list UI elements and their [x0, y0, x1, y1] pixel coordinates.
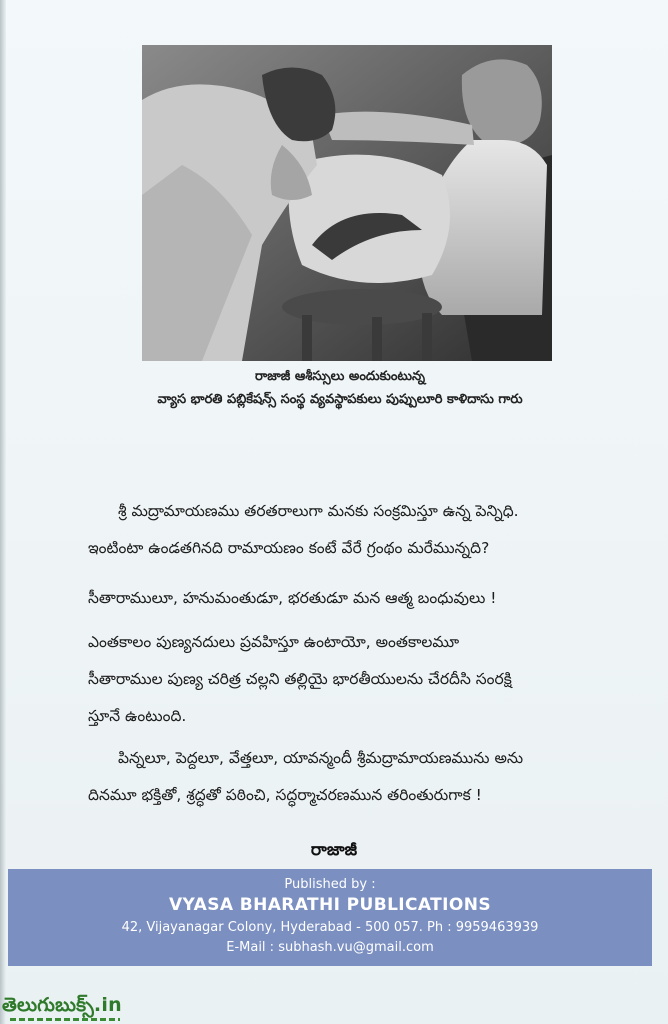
paragraph-line: ఇంటింటా ఉండతగినది రామాయణం కంటే వేరే గ్రంథం మరేమున్నది?	[88, 539, 490, 557]
watermark-underline	[10, 1018, 120, 1021]
page-edge	[0, 0, 6, 1024]
site-watermark: తెలుగుబుక్స్.in	[2, 994, 122, 1016]
paragraph-4	[88, 740, 618, 814]
photo-caption-line-2: వ్యాస భారతి పబ్లికేషన్స్ సంస్థ వ్యవస్థాపకులు పుప్పులూరి కాళిదాసు గారు	[157, 392, 523, 407]
portrait-photo	[142, 45, 552, 361]
paragraph-3	[88, 624, 618, 735]
publisher-email: E-Mail : subhash.vu@gmail.com	[226, 940, 434, 955]
paragraph-line: దినమూ భక్తితో, శ్రద్ధతో పఠించి, సద్ధర్మాచరణమున తరింతురుగాక !	[88, 786, 482, 804]
paragraph-line: స్తూనే ఉంటుంది.	[88, 707, 187, 725]
paragraph-line: ఎంతకాలం పుణ్యనదులు ప్రవహిస్తూ ఉంటాయో, అంతకాలమూ	[88, 633, 460, 651]
paragraph-line: సీతారాముల పుణ్య చరిత్ర చల్లని తల్లియై భారతీయులను చేరదీసి సంరక్షి	[88, 670, 512, 688]
publisher-address: 42, Vijayanagar Colony, Hyderabad - 500 057. Ph : 9959463939	[121, 920, 539, 935]
publisher-name: VYASA BHARATHI PUBLICATIONS	[169, 895, 491, 915]
photo-caption-line-1: రాజాజీ ఆశీస్సులు అందుకుంటున్న	[255, 369, 425, 384]
paragraph-line: పిన్నలూ, పెద్దలూ, వేత్తలూ, యావన్మందీ శ్రీమద్రామాయణమును అను	[118, 749, 524, 767]
photo-illustration	[142, 45, 552, 361]
paragraph-line: శ్రీ మద్రామాయణము తరతరాలుగా మనకు సంక్రమిస్తూ ఉన్న పెన్నిధి.	[118, 502, 519, 520]
publisher-banner	[8, 869, 652, 966]
author-signature: రాజాజీ	[310, 840, 358, 860]
paragraph-line: సీతారాములూ, హనుమంతుడూ, భరతుడూ మన ఆత్మ బంధువులు !	[88, 589, 497, 607]
paragraph-2	[88, 580, 618, 617]
published-by-label: Published by :	[284, 877, 376, 892]
paragraph-1	[88, 493, 618, 567]
